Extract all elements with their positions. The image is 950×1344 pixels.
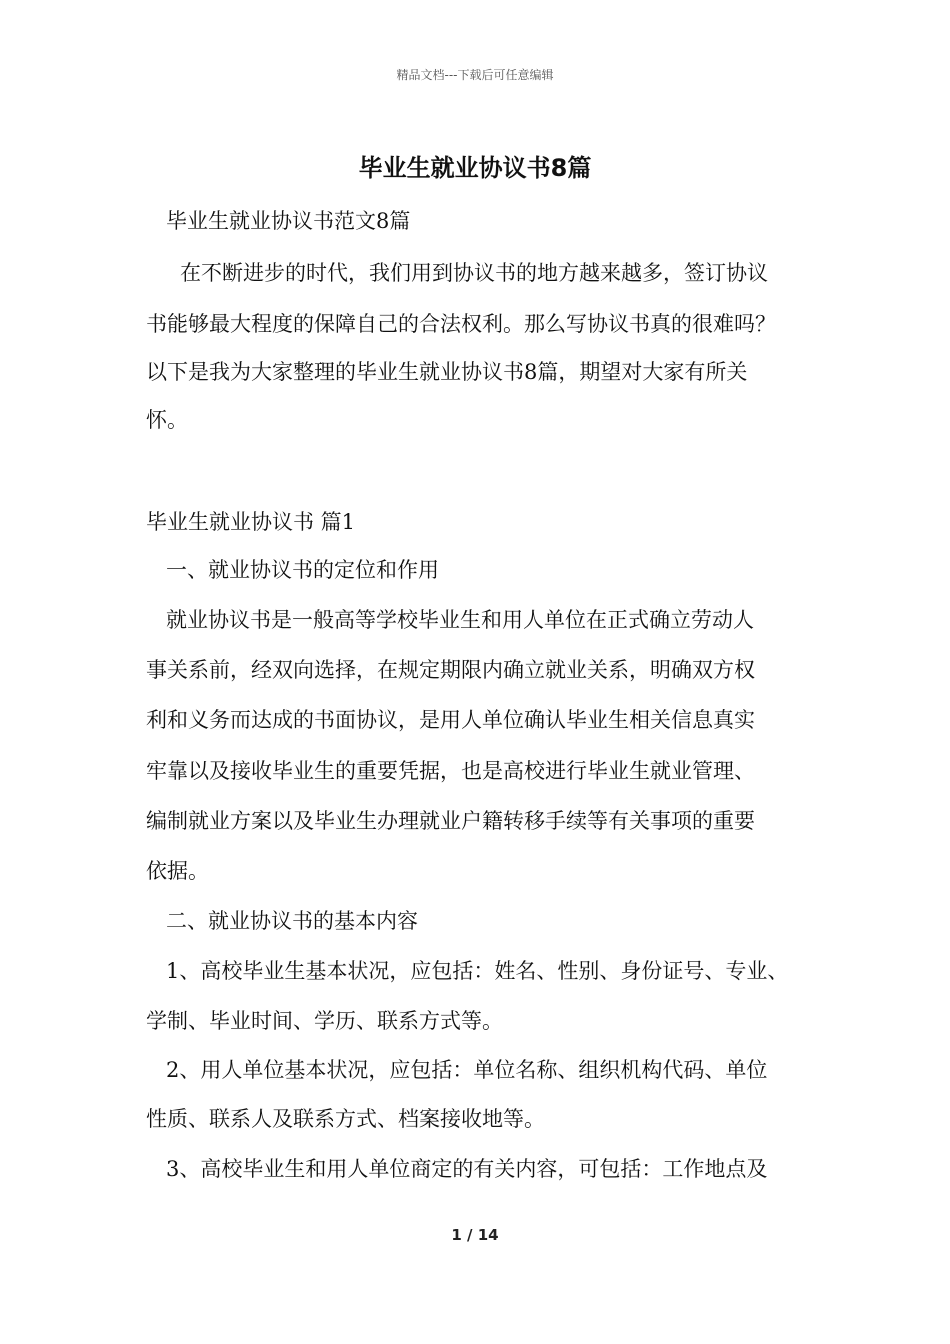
document-title: 毕业生就业协议书8篇 xyxy=(358,154,592,182)
list-item-line: 2、用人单位基本状况，应包括：单位名称、组织机构代码、单位 xyxy=(166,1058,768,1082)
page-header: 精品文档---下载后可任意编辑 xyxy=(396,68,554,82)
list-item-line: 3、高校毕业生和用人单位商定的有关内容，可包括：工作地点及 xyxy=(166,1157,768,1181)
list-item-line: 1、高校毕业生基本状况，应包括：姓名、性别、身份证号、专业、 xyxy=(166,959,789,983)
subsection-heading: 二、就业协议书的基本内容 xyxy=(166,909,418,933)
section-heading: 毕业生就业协议书 篇1 xyxy=(146,510,356,534)
paragraph-line: 书能够最大程度的保障自己的合法权利。那么写协议书真的很难吗？ xyxy=(146,312,776,336)
subtitle-line: 毕业生就业协议书范文8篇 xyxy=(166,209,411,233)
subsection-heading: 一、就业协议书的定位和作用 xyxy=(166,558,439,582)
page-number: 1 / 14 xyxy=(451,1226,499,1244)
paragraph-line: 怀。 xyxy=(146,408,188,432)
list-item-line: 性质、联系人及联系方式、档案接收地等。 xyxy=(146,1107,545,1131)
paragraph-line: 以下是我为大家整理的毕业生就业协议书8篇，期望对大家有所关 xyxy=(146,360,748,384)
paragraph-line: 事关系前，经双向选择，在规定期限内确立就业关系，明确双方权 xyxy=(146,658,755,682)
paragraph-line: 编制就业方案以及毕业生办理就业户籍转移手续等有关事项的重要 xyxy=(146,809,755,833)
paragraph-line: 就业协议书是一般高等学校毕业生和用人单位在正式确立劳动人 xyxy=(166,608,754,632)
paragraph-line: 牢靠以及接收毕业生的重要凭据，也是高校进行毕业生就业管理、 xyxy=(146,759,755,783)
paragraph-line: 依据。 xyxy=(146,859,209,883)
list-item-line: 学制、毕业时间、学历、联系方式等。 xyxy=(146,1009,503,1033)
paragraph-line: 在不断进步的时代，我们用到协议书的地方越来越多，签订协议 xyxy=(180,261,768,285)
paragraph-line: 利和义务而达成的书面协议，是用人单位确认毕业生相关信息真实 xyxy=(146,708,755,732)
